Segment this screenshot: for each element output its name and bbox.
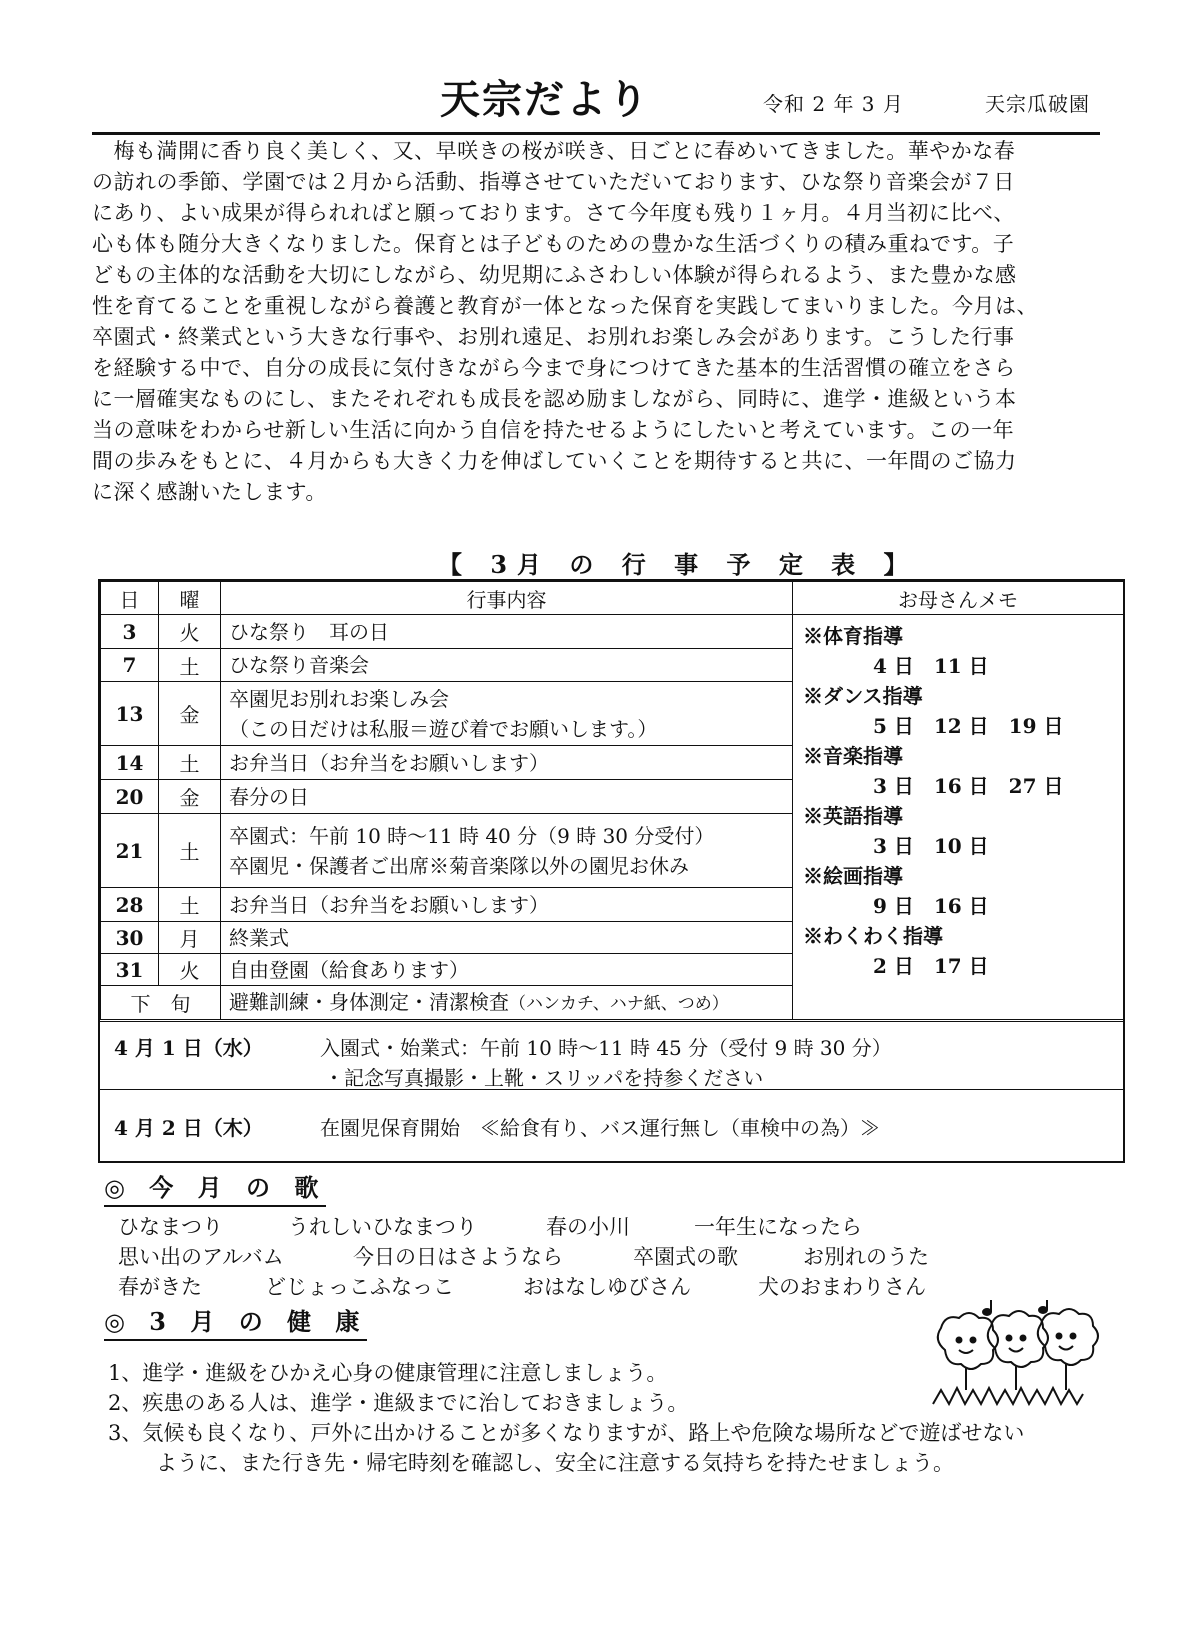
april-2-event: 在園児保育開始 ≪給食有り、バス運行無し（車検中の為）≫: [320, 1116, 880, 1140]
row-event: [221, 780, 793, 814]
intro-line: にあり、よい成果が得られればと願っております。さて今年度も残り１ヶ月。４月当初に比べ、: [92, 201, 1015, 225]
intro-line: の訪れの季節、学園では２月から活動、指導させていただいております、ひな祭り音楽会が７日: [92, 170, 1015, 194]
song-item: 犬のおまわりさん: [758, 1275, 926, 1299]
row-day: 3: [101, 615, 159, 649]
april-1-row: [100, 1021, 1123, 1089]
memo-item: ※体育指導: [803, 624, 903, 648]
late-month-event: [221, 986, 793, 1020]
flower-icon: [1038, 1309, 1098, 1390]
issue-date: 令和 2 年 3 月: [763, 92, 904, 116]
header-memo: お母さんメモ: [793, 582, 1124, 615]
newsletter-title: 天宗だより: [440, 76, 650, 123]
row-event: [221, 746, 793, 780]
row-event: [221, 922, 793, 954]
songs-list: [118, 1212, 998, 1302]
schedule-table: [98, 579, 1125, 1163]
intro-line: 梅も満開に香り良く美しく、又、早咲きの桜が咲き、日ごとに春めいてきました。華やかな春: [92, 139, 1016, 163]
row-event-note: （この日だけは私服＝遊び着でお願いします。）: [229, 716, 658, 741]
memo-dates: 3 日 16 日 27 日: [873, 774, 1064, 798]
row-day: 7: [101, 649, 159, 682]
grass-icon: [933, 1388, 1083, 1404]
header-day: 日: [101, 582, 159, 615]
row-weekday: 土: [159, 814, 221, 888]
row-weekday: 土: [159, 649, 221, 682]
song-item: 一年生になったら: [694, 1215, 862, 1239]
health-item: 1、進学・進級をひかえ心身の健康管理に注意しましょう。: [108, 1361, 668, 1385]
row-day: 20: [101, 780, 159, 814]
memo-item: ※絵画指導: [803, 864, 903, 888]
april-2-row: [100, 1089, 1123, 1163]
header-event: 行事内容: [221, 582, 793, 615]
memo-item: ※ダンス指導: [803, 684, 923, 708]
row-event: [221, 888, 793, 922]
row-weekday: 火: [159, 954, 221, 986]
late-month-note: （ハンカチ、ハナ紙、つめ）: [509, 993, 729, 1014]
memo-item: ※英語指導: [803, 804, 903, 828]
intro-line: に一層確実なものにし、またそれぞれも成長を認め励ましながら、同時に、進学・進級という本: [92, 387, 1017, 411]
table-row: [101, 615, 1124, 649]
intro-line: どもの主体的な活動を大切にしながら、幼児期にふさわしい体験が得られるよう、また豊かな感: [92, 263, 1017, 287]
song-item: お別れのうた: [803, 1245, 929, 1269]
row-day: 31: [101, 954, 159, 986]
row-event-text: 春分の日: [229, 784, 309, 809]
intro-line: 心も体も随分大きくなりました。保育とは子どものための豊かな生活づくりの積み重ねです。子: [92, 232, 1015, 256]
intro-line: 間の歩みをもとに、４月からも大きく力を伸ばしていくことを期待すると共に、一年間のご協力: [92, 449, 1017, 473]
song-item: 卒園式の歌: [633, 1245, 738, 1269]
flower-icon: [988, 1311, 1048, 1390]
song-item: 春がきた: [118, 1275, 202, 1299]
health-item: 2、疾患のある人は、進学・進級までに治しておきましょう。: [108, 1391, 689, 1415]
header-rule: [92, 132, 1100, 135]
row-day: 30: [101, 922, 159, 954]
memo-cell: [793, 615, 1124, 1020]
memo-dates: 4 日 11 日: [873, 654, 989, 678]
row-weekday: 金: [159, 682, 221, 746]
row-event-text: 卒園式：午前 10 時～11 時 40 分（9 時 30 分受付）: [229, 823, 715, 848]
memo-dates: 9 日 16 日: [873, 894, 989, 918]
row-event: [221, 649, 793, 682]
memo-dates: 5 日 12 日 19 日: [873, 714, 1064, 738]
intro-line: 当の意味をわからせ新しい生活に向かう自信を持たせるようにしたいと考えています。この一年: [92, 418, 1015, 442]
song-item: うれしいひなまつり: [288, 1215, 477, 1239]
song-item: ひなまつり: [118, 1215, 223, 1239]
row-event-text: お弁当日（お弁当をお願いします）: [229, 750, 549, 775]
intro-line: に深く感謝いたします。: [92, 480, 327, 504]
row-day: 21: [101, 814, 159, 888]
late-month-label: 下 旬: [101, 986, 221, 1020]
row-day: 14: [101, 746, 159, 780]
song-item: おはなしゆびさん: [523, 1275, 691, 1299]
row-weekday: 金: [159, 780, 221, 814]
song-item: 春の小川: [546, 1215, 630, 1239]
memo-dates: 3 日 10 日: [873, 834, 989, 858]
school-name: 天宗瓜破園: [985, 92, 1090, 116]
intro-line: 卒園式・終業式という大きな行事や、お別れ遠足、お別れお楽しみ会があります。こうした行事: [92, 325, 1015, 349]
song-row: [118, 1212, 998, 1242]
memo-item: ※音楽指導: [803, 744, 903, 768]
row-event: [221, 615, 793, 649]
late-month-event-text: 避難訓練・身体測定・清潔検査: [229, 989, 509, 1014]
schedule-title: 【 3月 の 行 事 予 定 表 】: [438, 550, 918, 579]
row-event-text: ひな祭り音楽会: [229, 653, 369, 677]
flower-icon: [938, 1313, 998, 1390]
row-day: 28: [101, 888, 159, 922]
song-item: 今日の日はさようなら: [353, 1245, 563, 1269]
memo-dates: 2 日 17 日: [873, 954, 989, 978]
memo-item: ※わくわく指導: [803, 924, 943, 948]
header-weekday: 曜: [159, 582, 221, 615]
row-event-text: 卒園児お別れお楽しみ会: [229, 686, 449, 711]
song-row: [118, 1272, 998, 1302]
song-item: どじょっこふなっこ: [265, 1275, 454, 1299]
songs-heading: ◎ 今 月 の 歌: [104, 1168, 326, 1207]
row-weekday: 土: [159, 746, 221, 780]
row-event-note: 卒園児・保護者ご出席※菊音楽隊以外の園児お休み: [229, 853, 689, 878]
row-event-text: 終業式: [229, 925, 289, 950]
row-weekday: 火: [159, 615, 221, 649]
health-heading: ◎ 3 月 の 健 康: [104, 1302, 367, 1341]
song-item: 思い出のアルバム: [118, 1245, 284, 1269]
schedule-header-row: [101, 582, 1124, 615]
row-event-text: 自由登園（給食あります）: [229, 957, 469, 982]
row-weekday: 月: [159, 922, 221, 954]
row-event-text: ひな祭り 耳の日: [229, 619, 389, 644]
row-event: [221, 814, 793, 888]
row-event: [221, 682, 793, 746]
april-1-event: 入園式・始業式：午前 10 時～11 時 45 分（受付 9 時 30 分）: [320, 1036, 892, 1060]
schedule-grid: [100, 581, 1124, 1020]
row-event-text: お弁当日（お弁当をお願いします）: [229, 892, 549, 917]
intro-line: 性を育てることを重視しながら養護と教育が一体となった保育を実践してまいりました。今月は、: [92, 294, 1038, 318]
intro-text: [92, 136, 1152, 508]
row-day: 13: [101, 682, 159, 746]
row-event: [221, 954, 793, 986]
april-1-note: ・記念写真撮影・上靴・スリッパを持参ください: [324, 1066, 764, 1090]
music-note-icon: [983, 1300, 991, 1315]
health-item-continued: ように、また行き先・帰宅時刻を確認し、安全に注意する気持ちを持たせましょう。: [156, 1451, 954, 1475]
april-2-date: 4 月 2 日（木）: [114, 1116, 263, 1140]
intro-line: を経験する中で、自分の成長に気付きながら今まで身につけてきた基本的生活習慣の確立をさら: [92, 356, 1016, 380]
song-row: [118, 1242, 998, 1272]
april-1-date: 4 月 1 日（水）: [114, 1036, 263, 1060]
health-item: 3、気候も良くなり、戸外に出かけることが多くなりますが、路上や危険な場所などで遊ばせない: [108, 1421, 1025, 1445]
flower-illustration: [925, 1300, 1100, 1410]
row-weekday: 土: [159, 888, 221, 922]
music-note-icon: [1039, 1300, 1047, 1313]
